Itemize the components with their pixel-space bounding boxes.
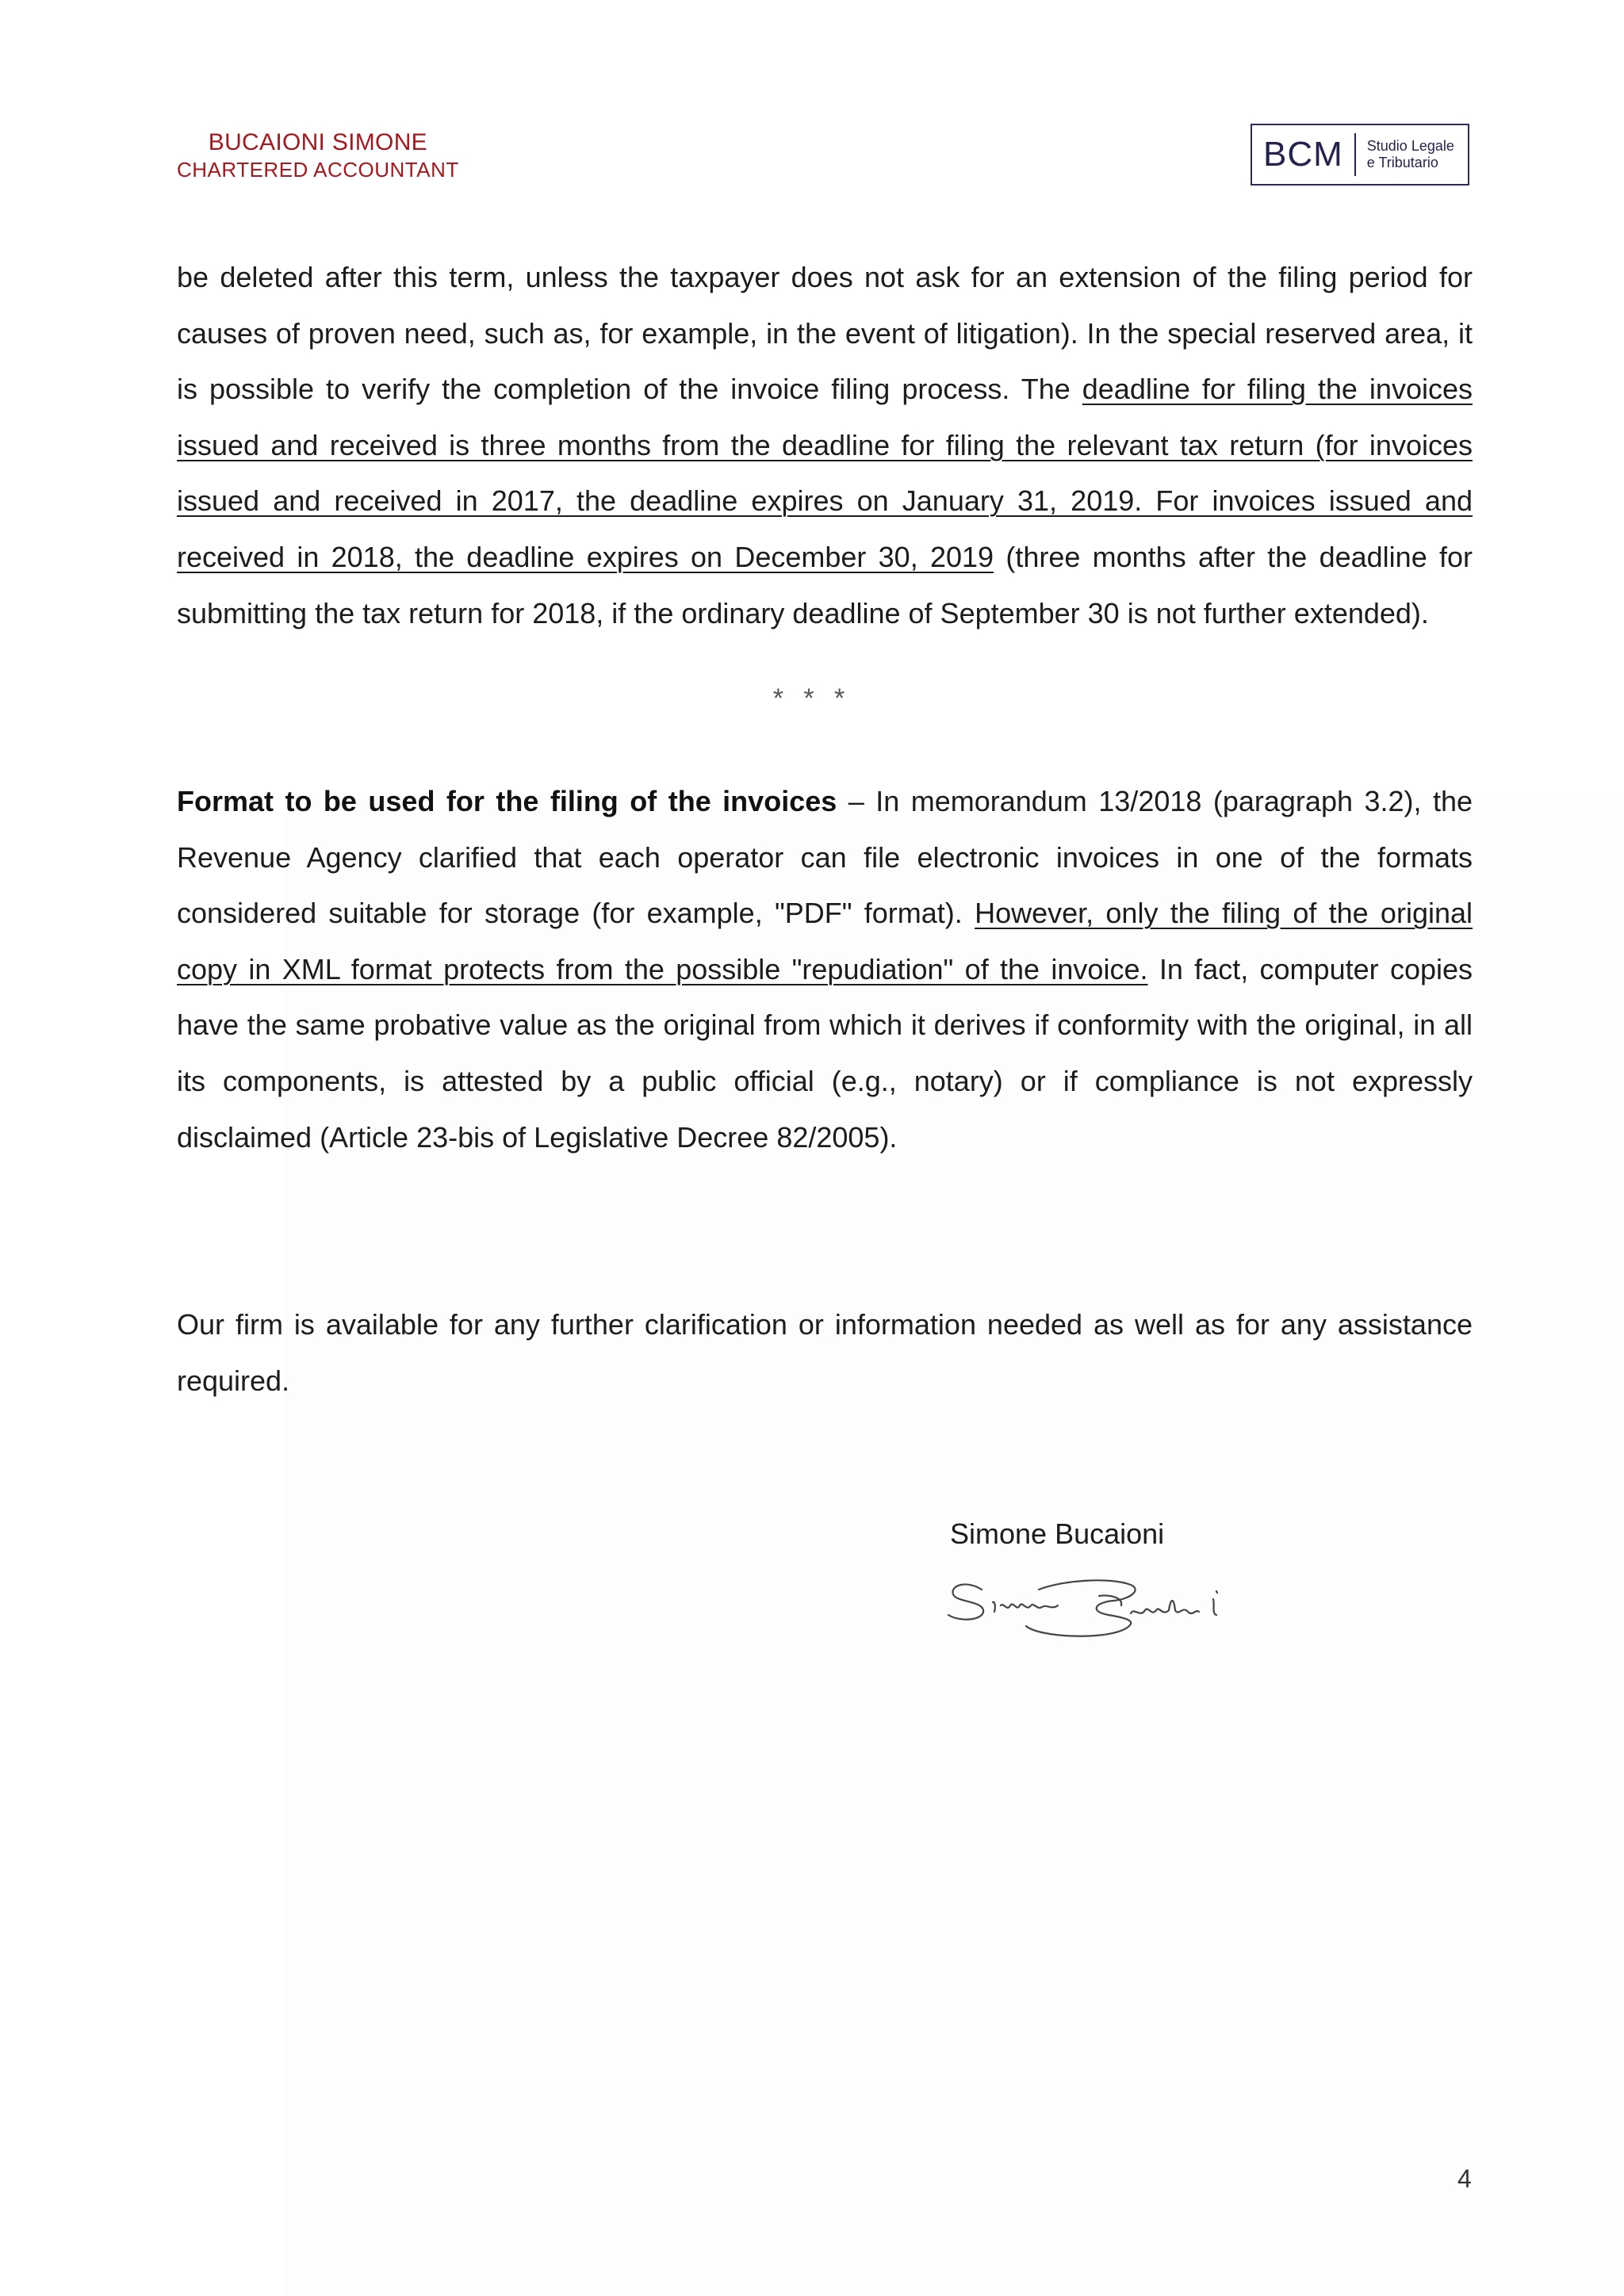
signer-name: Simone Bucaioni xyxy=(950,1517,1165,1550)
paragraph-filing-format xyxy=(177,774,1473,1165)
logo-subtitle xyxy=(1356,138,1454,171)
underlined-deadline-text: deadline for filing the invoices issued and received is three months from the deadline for filing the relevant tax return (for invoices issued and received in 2017, the deadline expires on January 31, 2019. For invoices issued and received in 2018, the deadline expires on December 30, 2019 xyxy=(177,373,1473,573)
bcm-logo xyxy=(1251,124,1469,186)
paragraph-filing-deadline xyxy=(177,250,1473,641)
logo-subtitle-line2: e Tributario xyxy=(1366,155,1438,170)
paragraph-closing: Our firm is available for any further clarification or information needed as well as for any assistance required. xyxy=(177,1308,1473,1397)
handwritten-signature xyxy=(944,1574,1261,1645)
firm-title: CHARTERED ACCOUNTANT xyxy=(177,158,459,182)
page-number: 4 xyxy=(1457,2164,1472,2193)
paragraph-text: be deleted after this term, unless the taxpayer does not ask for an extension of the filing period for causes of proven need, such as, for example, in the event of litigation). In the special reserved area, it is possible to verify the completion of the invoice filing process. The xyxy=(177,261,1473,406)
paragraph-text: (three months after the deadline for submitting the tax return for 2018, if the ordinary deadline of September 30 is not further extended). xyxy=(177,540,1473,629)
paragraph-text: – In memorandum 13/2018 (paragraph 3.2), the Revenue Agency clarified that each operator can file electronic invoices in one of the formats considered suitable for storage (for example, "PDF" format). xyxy=(177,785,1473,930)
underlined-xml-text: However, only the filing of the original copy in XML format protects from the possible "repudiation" of the invoice. xyxy=(177,897,1473,985)
section-heading: Format to be used for the filing of the invoices xyxy=(177,785,837,817)
logo-subtitle-line1: Studio Legale xyxy=(1366,138,1454,154)
logo-mark: BCM xyxy=(1263,135,1343,174)
letterhead xyxy=(177,128,459,182)
section-separator: * * * xyxy=(772,683,852,714)
paragraph-text: In fact, computer copies have the same probative value as the original from which it derives if conformity with the original, in all its components, is attested by a public official (e.g., notary) or if compliance is not expressly disclaimed (Article 23-bis of Legislative Decree 82/2005). xyxy=(177,952,1473,1154)
firm-name: BUCAIONI SIMONE xyxy=(208,129,427,155)
